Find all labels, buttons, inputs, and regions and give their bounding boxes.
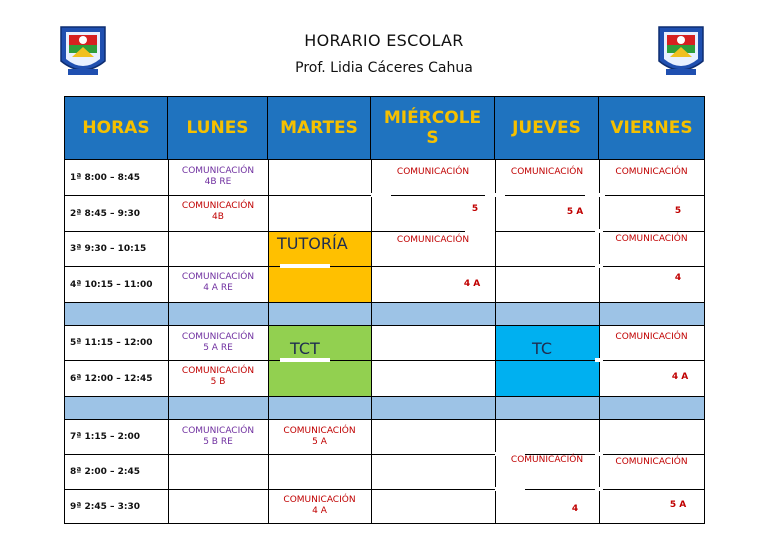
break-row bbox=[65, 396, 704, 419]
class-cell: 5 bbox=[471, 204, 479, 214]
column-header-jueves: JUEVES bbox=[495, 97, 599, 159]
class-cell: 5 A bbox=[566, 207, 584, 217]
hour-1: 1ª 8:00 – 8:45 bbox=[70, 172, 141, 183]
column-header-horas: HORAS bbox=[65, 97, 168, 159]
hour-5: 5ª 11:15 – 12:00 bbox=[70, 338, 153, 348]
tc-label: TC bbox=[532, 339, 553, 358]
class-cell: COMUNICACIÓN bbox=[510, 455, 584, 465]
class-cell: COMUNICACIÓN bbox=[615, 167, 688, 177]
class-cell: 5 A bbox=[669, 500, 687, 510]
school-crest-logo bbox=[656, 23, 706, 79]
column-header-lunes: LUNES bbox=[168, 97, 268, 159]
class-cell: COMUNICACIÓN bbox=[510, 167, 584, 177]
hour-8: 8ª 2:00 – 2:45 bbox=[70, 467, 141, 477]
column-header-viernes: VIERNES bbox=[599, 97, 704, 159]
class-cell: 4 bbox=[571, 504, 579, 514]
class-cell: COMUNICACIÓN bbox=[396, 167, 470, 177]
class-cell: 4 A bbox=[463, 279, 481, 289]
hour-6: 6ª 12:00 – 12:45 bbox=[70, 373, 153, 384]
class-cell: COMUNICACIÓN 5 A bbox=[283, 426, 356, 447]
class-cell: COMUNICACIÓN bbox=[396, 235, 470, 245]
class-cell: COMUNICACIÓN bbox=[615, 332, 688, 342]
hour-9: 9ª 2:45 – 3:30 bbox=[70, 502, 141, 512]
tct-label: TCT bbox=[290, 339, 320, 358]
class-cell: COMUNICACIÓN 4 A bbox=[283, 495, 356, 516]
class-cell: 4 bbox=[674, 273, 682, 283]
column-header-martes: MARTES bbox=[268, 97, 371, 159]
class-cell: COMUNICACIÓN 5 B RE bbox=[181, 426, 255, 447]
school-crest-logo bbox=[58, 23, 108, 79]
class-cell: COMUNICACIÓN 5 B bbox=[181, 366, 255, 387]
break-row bbox=[65, 302, 704, 325]
teacher-name: Prof. Lidia Cáceres Cahua bbox=[295, 60, 473, 76]
page-title: HORARIO ESCOLAR bbox=[304, 31, 464, 50]
hour-4: 4ª 10:15 – 11:00 bbox=[70, 279, 153, 290]
class-cell: 4 A bbox=[671, 372, 689, 382]
class-cell: COMUNICACIÓN bbox=[615, 234, 688, 244]
class-cell: COMUNICACIÓN 4 A RE bbox=[181, 272, 255, 293]
class-cell: COMUNICACIÓN 4B bbox=[181, 201, 255, 222]
schedule-table bbox=[64, 96, 705, 524]
hour-3: 3ª 9:30 – 10:15 bbox=[70, 244, 147, 254]
column-header-miercoles: MIÉRCOLE S bbox=[371, 97, 495, 159]
hour-2: 2ª 8:45 – 9:30 bbox=[70, 208, 141, 219]
class-cell: COMUNICACIÓN bbox=[615, 457, 688, 467]
class-cell: 5 bbox=[674, 206, 682, 216]
class-cell: COMUNICACIÓN 5 A RE bbox=[181, 332, 255, 353]
tutoria-label: TUTORÍA bbox=[277, 234, 348, 253]
class-cell: COMUNICACIÓN 4B RE bbox=[181, 166, 255, 187]
hour-7: 7ª 1:15 – 2:00 bbox=[70, 432, 141, 442]
